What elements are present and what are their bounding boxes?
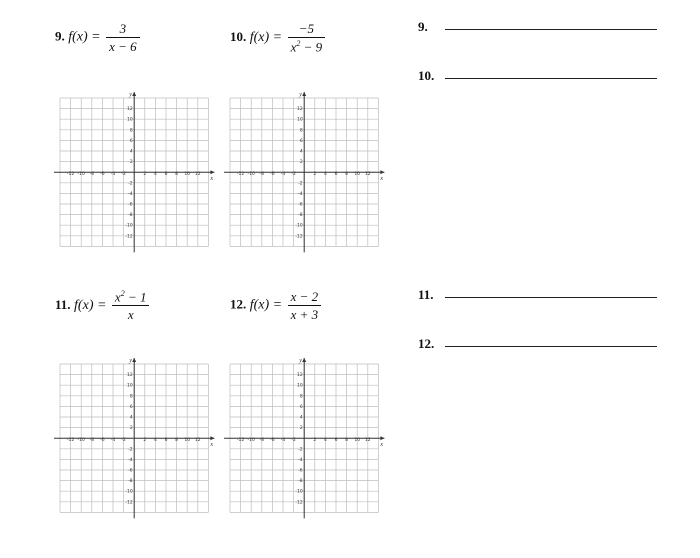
coordinate-grid-10[interactable]: [222, 88, 382, 244]
x-tick-label: 12: [364, 172, 371, 178]
y-tick-label: 12: [296, 373, 303, 379]
y-tick-label: 12: [296, 107, 303, 113]
answer-line[interactable]: [445, 29, 657, 30]
x-tick-label: -12: [66, 172, 75, 178]
y-tick-label: 10: [126, 383, 133, 389]
x-tick-label: -10: [77, 172, 85, 178]
answer-number: 10.: [418, 68, 435, 83]
y-axis-label: y: [299, 358, 302, 364]
numerator: [112, 290, 150, 306]
problem-12: [230, 290, 321, 321]
y-axis-arrow: [302, 92, 306, 96]
x-tick-label: 8: [175, 438, 179, 444]
y-tick-label: 4: [129, 415, 133, 421]
x-tick-label: 10: [354, 172, 361, 178]
x-tick-label: 10: [184, 172, 191, 178]
y-tick-label: -6: [128, 202, 133, 208]
denominator: x: [127, 307, 134, 323]
y-axis-label: y: [299, 92, 302, 98]
problem-number: 10.: [230, 28, 247, 44]
x-tick-label: -2: [121, 172, 126, 178]
x-tick-label: -8: [89, 438, 95, 444]
function-lhs: f(x) =: [249, 29, 283, 45]
x-tick-label: -10: [77, 438, 85, 444]
y-tick-label: -8: [128, 213, 133, 219]
x-tick-label: 8: [175, 172, 179, 178]
y-axis-arrow: [302, 358, 306, 362]
problem-number: 12.: [230, 296, 247, 312]
x-tick-label: -2: [291, 172, 296, 178]
problem-9: [55, 22, 140, 53]
numerator: x − 2: [288, 290, 322, 306]
y-tick-label: -10: [295, 223, 303, 229]
y-tick-label: -8: [298, 479, 303, 485]
x-tick-label: 6: [334, 172, 338, 178]
x-tick-label: 4: [153, 172, 157, 178]
coordinate-grid-9[interactable]: [52, 88, 212, 244]
y-tick-label: 2: [129, 426, 133, 432]
x-tick-label: 6: [164, 438, 168, 444]
fraction: [106, 22, 140, 53]
y-tick-label: -4: [128, 457, 133, 463]
y-tick-label: -10: [295, 489, 303, 495]
fraction: [288, 22, 326, 53]
x-tick-label: 10: [354, 438, 361, 444]
y-tick-label: 6: [129, 404, 133, 410]
y-tick-label: 6: [129, 138, 133, 144]
coordinate-grid-12[interactable]: [222, 354, 382, 510]
x-tick-label: 6: [334, 438, 338, 444]
y-tick-label: 2: [299, 160, 303, 166]
y-tick-label: 6: [299, 404, 303, 410]
problem-11: [55, 290, 149, 321]
y-tick-label: 4: [299, 149, 303, 155]
x-axis-arrow: [210, 436, 214, 440]
x-axis-label: x: [210, 442, 214, 449]
x-axis-label: x: [380, 442, 384, 449]
function-lhs: f(x) =: [249, 297, 283, 313]
x-tick-label: -10: [247, 438, 255, 444]
x-tick-label: 10: [184, 438, 191, 444]
y-tick-label: 10: [126, 117, 133, 123]
x-tick-label: -4: [280, 172, 286, 178]
x-tick-label: 2: [143, 172, 147, 178]
denominator: x − 6: [109, 39, 137, 54]
y-tick-label: 8: [299, 394, 303, 400]
answer-line[interactable]: [445, 346, 657, 347]
x-tick-label: 4: [323, 172, 327, 178]
answer-number: 12.: [418, 336, 435, 351]
y-axis-arrow: [132, 358, 136, 362]
y-tick-label: -2: [298, 181, 303, 187]
numerator-base: x: [114, 289, 121, 305]
y-tick-label: -2: [298, 447, 303, 453]
x-tick-label: -4: [280, 438, 286, 444]
answer-number: 9.: [418, 19, 428, 34]
x-tick-label: -8: [259, 172, 265, 178]
numerator: 3: [106, 22, 140, 38]
answer-9[interactable]: [418, 19, 428, 35]
numerator-rest: − 1: [124, 289, 147, 305]
denominator: x + 3: [290, 307, 319, 322]
x-axis-arrow: [380, 170, 384, 174]
x-tick-label: 6: [164, 172, 168, 178]
answer-line[interactable]: [445, 78, 657, 79]
x-tick-label: -6: [100, 438, 105, 444]
x-tick-label: -12: [236, 172, 245, 178]
problem-10: [230, 22, 325, 53]
coordinate-grid-11[interactable]: [52, 354, 212, 510]
x-axis-label: x: [380, 176, 384, 183]
y-tick-label: 12: [126, 107, 133, 113]
x-tick-label: 12: [194, 172, 201, 178]
y-tick-label: 8: [129, 128, 133, 134]
numerator: −5: [288, 22, 326, 38]
x-tick-label: -12: [66, 438, 75, 444]
y-tick-label: -10: [125, 223, 133, 229]
y-tick-label: 6: [299, 138, 303, 144]
x-tick-label: -6: [100, 172, 105, 178]
x-tick-label: 4: [153, 438, 157, 444]
x-axis-label: x: [210, 176, 214, 183]
y-tick-label: -12: [295, 500, 303, 506]
x-tick-label: -6: [270, 438, 275, 444]
y-tick-label: -4: [128, 191, 133, 197]
y-tick-label: 2: [129, 160, 133, 166]
x-tick-label: 2: [313, 172, 317, 178]
y-tick-label: 10: [296, 383, 303, 389]
y-tick-label: -4: [298, 191, 303, 197]
answer-12[interactable]: [418, 336, 434, 352]
y-axis-label: y: [129, 358, 132, 364]
x-tick-label: 2: [143, 438, 147, 444]
fraction: [112, 290, 150, 321]
function-lhs: f(x) =: [74, 297, 107, 313]
y-tick-label: -8: [128, 479, 133, 485]
y-tick-label: 12: [126, 373, 133, 379]
y-tick-label: -4: [298, 457, 303, 463]
y-tick-label: 10: [296, 117, 303, 123]
denominator-rest: − 9: [300, 39, 323, 55]
answer-10[interactable]: [418, 68, 434, 84]
x-tick-label: -4: [110, 172, 116, 178]
problem-number: 9.: [55, 28, 65, 44]
y-tick-label: 2: [299, 426, 303, 432]
denominator: [288, 38, 326, 53]
x-tick-label: 12: [364, 438, 371, 444]
y-tick-label: -6: [298, 202, 303, 208]
y-tick-label: -12: [125, 234, 133, 240]
x-tick-label: 2: [313, 438, 317, 444]
x-tick-label: 4: [323, 438, 327, 444]
y-tick-label: -10: [125, 489, 133, 495]
x-tick-label: -2: [291, 438, 296, 444]
y-axis-label: y: [129, 92, 132, 98]
y-tick-label: 8: [129, 394, 133, 400]
y-tick-label: -2: [128, 181, 133, 187]
x-tick-label: 12: [194, 438, 201, 444]
fraction: [288, 290, 322, 321]
y-tick-label: 4: [299, 415, 303, 421]
exponent: 2: [296, 39, 301, 48]
y-tick-label: -8: [298, 213, 303, 219]
y-axis-arrow: [132, 92, 136, 96]
y-tick-label: -12: [125, 500, 133, 506]
x-tick-label: -8: [89, 172, 95, 178]
function-lhs: f(x) =: [68, 29, 101, 45]
x-tick-label: -10: [247, 172, 255, 178]
x-tick-label: 8: [345, 172, 349, 178]
answer-number: 11.: [418, 287, 434, 302]
x-tick-label: -12: [236, 438, 245, 444]
y-tick-label: -6: [128, 468, 133, 474]
problem-number: 11.: [55, 296, 71, 312]
denominator-base: x: [290, 39, 297, 55]
y-tick-label: -6: [298, 468, 303, 474]
y-tick-label: -12: [295, 234, 303, 240]
x-tick-label: -4: [110, 438, 116, 444]
x-tick-label: 8: [345, 438, 349, 444]
y-tick-label: -2: [128, 447, 133, 453]
exponent: 2: [120, 289, 125, 298]
x-tick-label: -6: [270, 172, 275, 178]
y-tick-label: 8: [299, 128, 303, 134]
answer-line[interactable]: [445, 297, 657, 298]
x-tick-label: -2: [121, 438, 126, 444]
x-tick-label: -8: [259, 438, 265, 444]
y-tick-label: 4: [129, 149, 133, 155]
x-axis-arrow: [380, 436, 384, 440]
x-axis-arrow: [210, 170, 214, 174]
answer-11[interactable]: [418, 287, 434, 303]
